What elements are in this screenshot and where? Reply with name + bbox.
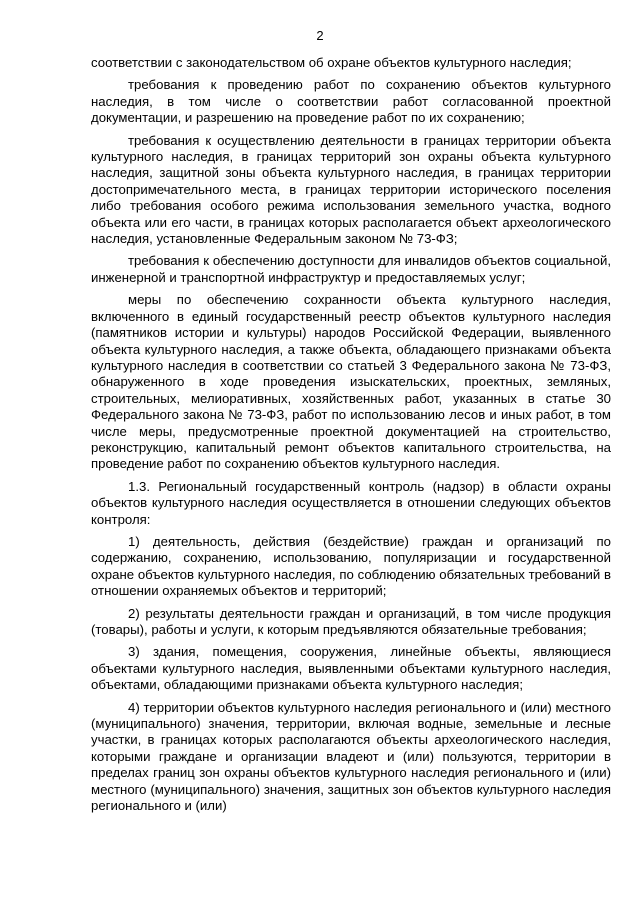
list-item-3: 3) здания, помещения, сооружения, линейные объекты, являющиеся объектами культурного наследия, выявленными объектами культурного наследия, объектами, обладающими признаками объекта культурного наследия; <box>91 644 611 693</box>
list-item-2: 2) результаты деятельности граждан и организаций, в том числе продукция (товары), работы и услуги, к которым предъявляются обязательные требования; <box>91 605 611 637</box>
document-body <box>91 55 611 820</box>
page-number: 2 <box>316 28 324 43</box>
paragraph-section-1-3: 1.3. Региональный государственный контроль (надзор) в области охраны объектов культурного наследия осуществляется в отношении следующих объектов контроля: <box>91 478 611 527</box>
list-item-4: 4) территории объектов культурного наследия регионального и (или) местного (муниципального) значения, территории, включая водные, земельные и лесные участки, в границах которых располагаются объекты археологического наследия, которыми граждане и организации владеют и (или) пользуются, территории в пределах границ зон охраны объектов культурного наследия регионального и (или) местного (муниципального) значения, защитных зон объектов культурного наследия регионального и (или) <box>91 699 611 814</box>
list-item-1: 1) деятельность, действия (бездействие) граждан и организаций по содержанию, сохранению, использованию, популяризации и государственной охране объектов культурного наследия, по соблюдению обязательных требований в отношении охраняемых объектов и территорий; <box>91 533 611 599</box>
paragraph-requirements-accessibility: требования к обеспечению доступности для инвалидов объектов социальной, инженерной и транспортной инфраструктур и предоставляемых услуг; <box>91 253 611 285</box>
paragraph-requirements-activity: требования к осуществлению деятельности в границах территории объекта культурного наследия, в границах территорий зон охраны объекта культурного наследия, защитной зоны объекта культурного наследия, в границах территории достопримечательного места, в границах территории исторического поселения либо требования особого режима использования земельного участка, водного объекта или его части, в границах которых располагается объект археологического наследия, установленные Федеральным законом № 73-ФЗ; <box>91 132 611 247</box>
paragraph-continuation: соответствии с законодательством об охране объектов культурного наследия; <box>91 55 572 70</box>
paragraph-requirements-preservation: требования к проведению работ по сохранению объектов культурного наследия, в том числе о соответствии работ согласованной проектной документации, и разрешению на проведение работ по их сохранению; <box>91 77 611 126</box>
paragraph-measures: меры по обеспечению сохранности объекта культурного наследия, включенного в единый государственный реестр объектов культурного наследия (памятников истории и культуры) народов Российской Федерации, выявленного объекта культурного наследия, а также объекта, обладающего признаками объекта культурного наследия в соответствии со статьей 3 Федерального закона № 73-ФЗ, обнаруженного в ходе проведения изыскательских, проектных, земляных, строительных, мелиоративных, хозяйственных работ, указанных в статье 30 Федерального закона № 73-ФЗ, работ по использованию лесов и иных работ, в том числе меры, предусмотренные проектной документацией на строительство, реконструкцию, капитальный ремонт объектов капитального строительства, на проведение работ по сохранению объектов культурного наследия. <box>91 292 611 472</box>
